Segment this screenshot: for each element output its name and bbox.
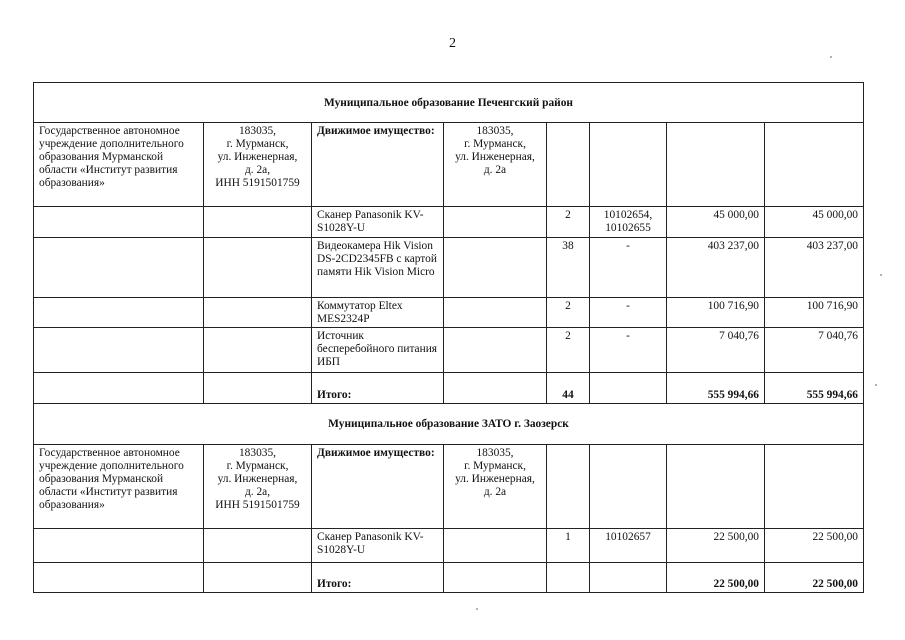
- empty-cell: [444, 207, 547, 238]
- empty-cell: [204, 238, 312, 298]
- item-inventory-number: -: [590, 238, 667, 298]
- item-name: Сканер Panasonik KV-S1028Y-U: [312, 207, 444, 238]
- property-label: Движимое имущество:: [312, 123, 444, 207]
- item-price: 45 000,00: [667, 207, 765, 238]
- empty-cell: [765, 445, 864, 529]
- item-row: [34, 207, 864, 238]
- empty-cell: [590, 563, 667, 593]
- empty-cell: [444, 298, 547, 328]
- empty-cell: [444, 529, 547, 563]
- empty-cell: [444, 328, 547, 373]
- total-label: Итого:: [312, 563, 444, 593]
- total-sum: 22 500,00: [765, 563, 864, 593]
- item-price: 100 716,90: [667, 298, 765, 328]
- item-row: [34, 298, 864, 328]
- organization-row: [34, 123, 864, 207]
- empty-cell: [34, 298, 204, 328]
- item-sum: 45 000,00: [765, 207, 864, 238]
- item-inventory-number: 10102654, 10102655: [590, 207, 667, 238]
- total-row: [34, 373, 864, 404]
- organization-name: Государственное автономное учреждение дополнительного образования Мурманской области «Институт развития образования»: [34, 123, 204, 207]
- item-quantity: 1: [547, 529, 590, 563]
- empty-cell: [765, 123, 864, 207]
- section-title-row: [34, 83, 864, 123]
- empty-cell: [34, 529, 204, 563]
- item-row: [34, 328, 864, 373]
- empty-cell: [667, 445, 765, 529]
- empty-cell: [204, 529, 312, 563]
- item-price: 7 040,76: [667, 328, 765, 373]
- item-inventory-number: -: [590, 298, 667, 328]
- empty-cell: [34, 563, 204, 593]
- section-title-row: [34, 404, 864, 445]
- total-quantity: 44: [547, 373, 590, 404]
- organization-address: 183035, г. Мурманск, ул. Инженерная, д. 2а, ИНН 5191501759: [204, 123, 312, 207]
- empty-cell: [204, 563, 312, 593]
- scan-speck: [830, 56, 832, 58]
- item-sum: 7 040,76: [765, 328, 864, 373]
- total-row: [34, 563, 864, 593]
- empty-cell: [547, 445, 590, 529]
- empty-cell: [204, 207, 312, 238]
- item-sum: 100 716,90: [765, 298, 864, 328]
- property-address: 183035, г. Мурманск, ул. Инженерная, д. 2а: [444, 123, 547, 207]
- total-label: Итого:: [312, 373, 444, 404]
- property-address: 183035, г. Мурманск, ул. Инженерная, д. 2а: [444, 445, 547, 529]
- empty-cell: [444, 373, 547, 404]
- total-sum: 555 994,66: [765, 373, 864, 404]
- empty-cell: [444, 238, 547, 298]
- empty-cell: [444, 563, 547, 593]
- empty-cell: [34, 373, 204, 404]
- scan-speck: [875, 384, 877, 386]
- item-name: Видеокамера Hik Vision DS-2CD2345FB с картой памяти Hik Vision Micro: [312, 238, 444, 298]
- item-quantity: 2: [547, 207, 590, 238]
- item-inventory-number: 10102657: [590, 529, 667, 563]
- item-name: Источник бесперебойного питания ИБП: [312, 328, 444, 373]
- item-quantity: 38: [547, 238, 590, 298]
- property-table: [33, 82, 864, 593]
- organization-row: [34, 445, 864, 529]
- total-price: 22 500,00: [667, 563, 765, 593]
- item-sum: 403 237,00: [765, 238, 864, 298]
- empty-cell: [667, 123, 765, 207]
- empty-cell: [204, 298, 312, 328]
- empty-cell: [590, 373, 667, 404]
- item-inventory-number: -: [590, 328, 667, 373]
- empty-cell: [547, 123, 590, 207]
- scan-speck: [476, 608, 478, 610]
- total-price: 555 994,66: [667, 373, 765, 404]
- item-name: Коммутатор Eltex MES2324P: [312, 298, 444, 328]
- empty-cell: [590, 445, 667, 529]
- total-quantity: [547, 563, 590, 593]
- item-price: 403 237,00: [667, 238, 765, 298]
- scan-speck: [880, 274, 882, 276]
- property-label: Движимое имущество:: [312, 445, 444, 529]
- section-title: Муниципальное образование Печенгский район: [34, 83, 864, 123]
- empty-cell: [34, 238, 204, 298]
- item-row: [34, 238, 864, 298]
- item-quantity: 2: [547, 298, 590, 328]
- item-name: Сканер Panasonik KV-S1028Y-U: [312, 529, 444, 563]
- empty-cell: [204, 373, 312, 404]
- item-quantity: 2: [547, 328, 590, 373]
- item-sum: 22 500,00: [765, 529, 864, 563]
- page-number: 2: [449, 36, 456, 51]
- empty-cell: [34, 207, 204, 238]
- item-row: [34, 529, 864, 563]
- organization-address: 183035, г. Мурманск, ул. Инженерная, д. 2а, ИНН 5191501759: [204, 445, 312, 529]
- empty-cell: [34, 328, 204, 373]
- organization-name: Государственное автономное учреждение дополнительного образования Мурманской области «Институт развития образования»: [34, 445, 204, 529]
- empty-cell: [204, 328, 312, 373]
- empty-cell: [590, 123, 667, 207]
- section-title: Муниципальное образование ЗАТО г. Заозерск: [34, 404, 864, 445]
- item-price: 22 500,00: [667, 529, 765, 563]
